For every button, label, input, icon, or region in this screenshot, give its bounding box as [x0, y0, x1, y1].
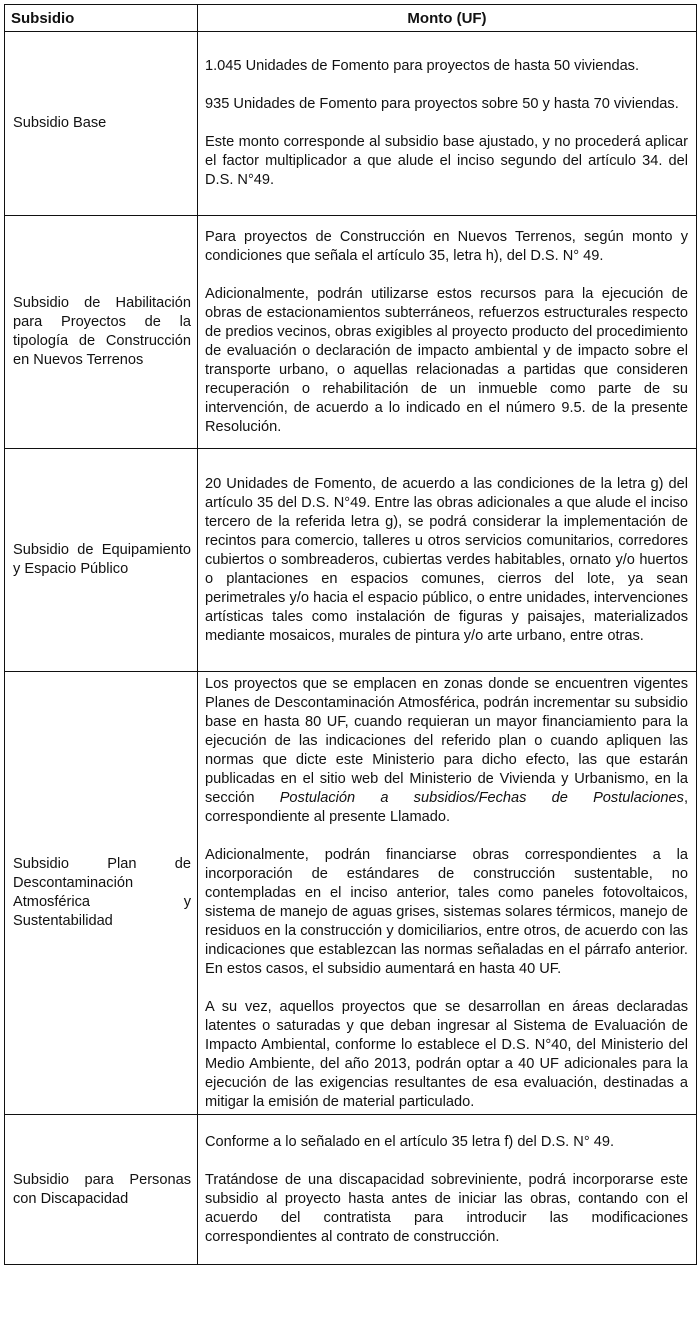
row-label-equipamiento: Subsidio de Equipamiento y Espacio Público: [5, 449, 198, 672]
paragraph: Adicionalmente, podrán financiarse obras correspondientes a la incorporación de estándares de construcción sustentable, no contempladas en el inciso anterior, tales como paneles fotovoltaicos, sistema de manejo de aguas grises, sistemas solares térmicos, manejo de residuos en la construcción y domiciliarios, entre otros, de acuerdo con las indicaciones que establezcan las normas señaladas en el párrafo anterior. En estos casos, el subsidio aumentará en hasta 40 UF.: [205, 846, 688, 977]
paragraph-text: , correspondiente al presente Llamado.: [205, 789, 688, 825]
section-reference: Postulación a subsidios/Fechas de Postulaciones: [279, 789, 684, 806]
subsidy-table: [4, 4, 697, 1265]
paragraph: Para proyectos de Construcción en Nuevos Terrenos, según monto y condiciones que señala el artículo 35, letra h), del D.S. N° 49.: [205, 228, 688, 264]
row-body-habilitacion: [198, 216, 697, 449]
paragraph: [205, 675, 688, 827]
table-row: [5, 672, 697, 1115]
table-row: [5, 1115, 697, 1265]
paragraph: 935 Unidades de Fomento para proyectos sobre 50 y hasta 70 viviendas.: [205, 96, 679, 112]
row-label-discapacidad: Subsidio para Personas con Discapacidad: [5, 1115, 198, 1265]
subsidy-table-page: [4, 4, 696, 1265]
paragraph: Tratándose de una discapacidad sobreviniente, podrá incorporarse este subsidio al proyecto hasta antes de iniciar las obras, contando con el acuerdo del contratista para introducir las modificaciones correspondientes al contrato de construcción.: [205, 1171, 688, 1245]
table-row: [5, 449, 697, 672]
row-body-subsidio-base: [198, 32, 697, 216]
row-label-subsidio-base: Subsidio Base: [5, 32, 198, 216]
paragraph: Conforme a lo señalado en el artículo 35 letra f) del D.S. N° 49.: [205, 1133, 615, 1150]
paragraph: Este monto corresponde al subsidio base ajustado, y no procederá aplicar el factor multiplicador a que alude el inciso segundo del artículo 34. del D.S. N°49.: [205, 134, 688, 188]
row-body-equipamiento: [198, 449, 697, 672]
row-label-habilitacion: Subsidio de Habilitación para Proyectos de la tipología de Construcción en Nuevos Terrenos: [5, 216, 198, 449]
row-label-descontaminacion: Subsidio Plan de Descontaminación Atmosférica y Sustentabilidad: [5, 672, 198, 1115]
table-row: [5, 32, 697, 216]
paragraph: A su vez, aquellos proyectos que se desarrollan en áreas declaradas latentes o saturadas y que deban ingresar al Sistema de Evaluación de Impacto Ambiental, conforme lo establece el D.S. N°40, del Ministerio del Medio Ambiente, del año 2013, podrán optar a 40 UF adicionales para la ejecución de las exigencias resultantes de esa evaluación, destinadas a mitigar la emisión de material particulado.: [205, 998, 688, 1110]
row-body-descontaminacion: [198, 672, 697, 1115]
paragraph: 1.045 Unidades de Fomento para proyectos de hasta 50 viviendas.: [205, 58, 640, 74]
row-body-discapacidad: [198, 1115, 697, 1265]
paragraph: 20 Unidades de Fomento, de acuerdo a las condiciones de la letra g) del artículo 35 del D.S. N°49. Entre las obras adicionales a que alude el inciso tercero de la referida letra g), se podrá considerar la implementación de recintos para comercio, talleres u otros servicios comunitarios, corredores cubiertos o sombreaderos, cubiertas verdes habitables, ornato y/o huertos o plantaciones en espacios comunes, cierros del lote, ya sean perimetrales y/o hacia el espacio público, o entre unidades, intervenciones artísticas tales como instalación de figuras y paisajes, materializados mediante mosaicos, murales de pintura y/o arte urbano, entre otras.: [205, 475, 688, 644]
paragraph-text: Los proyectos que se emplacen en zonas donde se encuentren vigentes Planes de Descontaminación Atmosférica, podrán incrementar su subsidio base en hasta 80 UF, cuando requieran un mayor financiamiento para la ejecución de las indicaciones del referido plan o cuando apliquen las normas que dicte este Ministerio para dicho efecto, las que estarán publicadas en el sitio web del Ministerio de Vivienda y Urbanismo, en la sección: [205, 675, 688, 806]
table-row: [5, 216, 697, 449]
header-monto: Monto (UF): [198, 5, 697, 32]
paragraph: Adicionalmente, podrán utilizarse estos recursos para la ejecución de obras de estacionamientos subterráneos, refuerzos estructurales respecto de predios vecinos, obras exigibles al proyecto producto del procedimiento de evaluación o declaración de impacto ambiental y de impacto sobre el transporte urbano, o aquellas relacionadas a partidas que consideren recuperación o rehabilitación de un inmueble como parte de su intervención, de acuerdo a lo indicado en el número 9.5. de la presente Resolución.: [205, 285, 688, 435]
header-subsidio: Subsidio: [5, 5, 198, 32]
table-header-row: [5, 5, 697, 32]
